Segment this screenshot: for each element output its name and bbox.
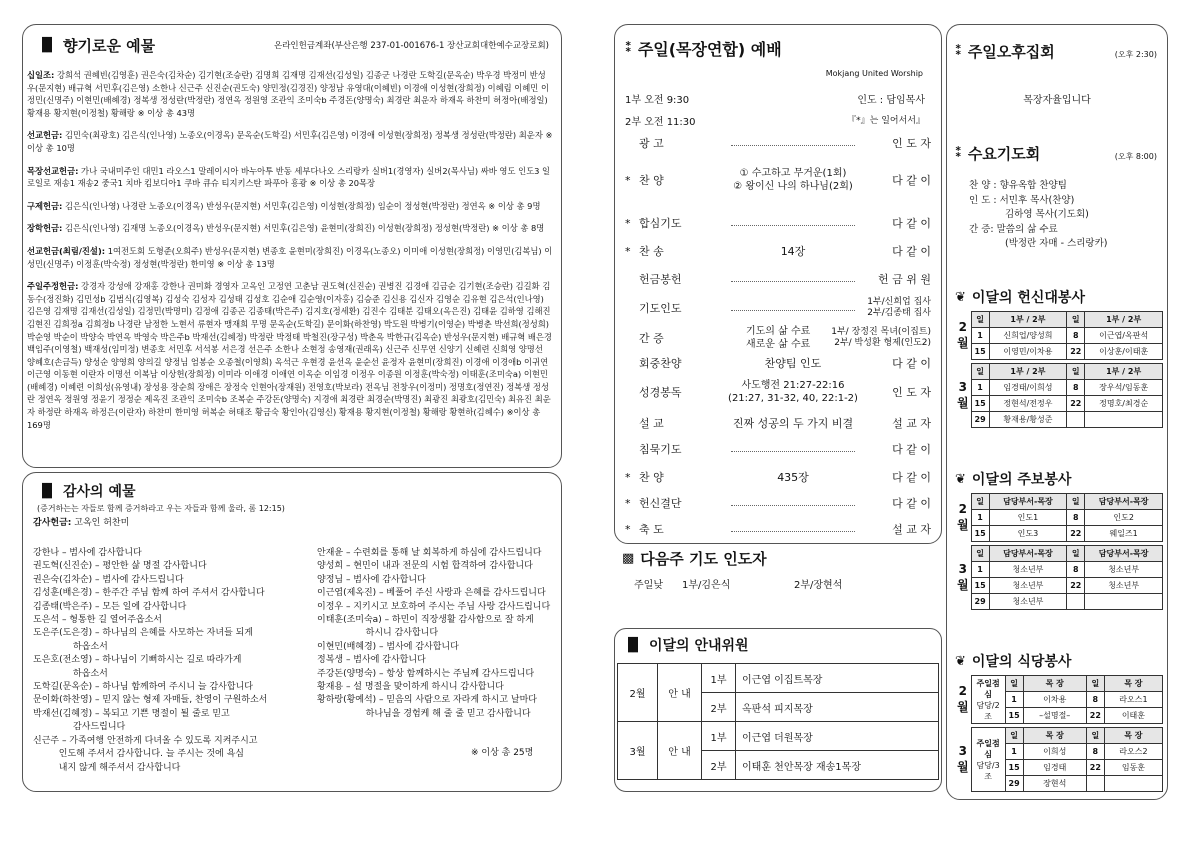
offering-section-label: 목장선교헌금: xyxy=(27,165,79,176)
offering-section xyxy=(25,200,553,213)
table-head-row xyxy=(955,494,1163,510)
worship-item-name: 기도인도 xyxy=(639,302,682,315)
thanks-label-names: 고옥인 허찬미 xyxy=(74,518,130,528)
table-cell: 장현석 xyxy=(1023,776,1086,792)
table-header-cell: 담당부서-목장 xyxy=(989,546,1067,562)
usher-names: 이태훈 천안목장 재송1목장 xyxy=(736,751,939,780)
thanks-label: 감사헌금: xyxy=(33,518,72,528)
next-prayer-title: 다음주 기도 인도자 xyxy=(640,550,767,568)
kitchen-title: 이달의 식당봉사 xyxy=(971,654,1072,670)
leader-dots xyxy=(731,446,855,452)
worship-item xyxy=(625,521,931,537)
worship-item-detail: 진짜 성공의 두 가지 비결 xyxy=(732,416,854,430)
table-row xyxy=(955,396,1163,412)
offering-section-names: 김은식(인나영) 나경란 노종오(이경옥) 반성우(문지현) 서민후(김은영) 이성현(장희정) 임순이 정성현(박정란) 정연옥 ※ 이상 총 9명 xyxy=(62,200,541,211)
table-cell: 이차용 xyxy=(1023,692,1086,708)
next-prayer-first: 1부/김은식 xyxy=(682,580,731,591)
dots-bullet-icon: ⁑ xyxy=(955,44,962,59)
worship-item-name: 찬 송 xyxy=(639,245,664,258)
worship-item-name: 찬 양 xyxy=(639,174,664,187)
worship-item-star: * xyxy=(625,470,631,484)
wednesday-heading xyxy=(955,143,1040,164)
worship-item-leader: 1부/신희업 집사 2부/김종태 집사 xyxy=(867,297,931,318)
dedication-title: 이달의 헌신대봉사 xyxy=(971,290,1085,306)
table-cell: 15 xyxy=(971,396,989,412)
worship-item-detail: 찬양팀 인도 xyxy=(764,356,822,370)
offering-sections xyxy=(25,69,553,441)
worship-time2: 2부 오전 11:30 xyxy=(625,117,696,128)
meal-label-cell xyxy=(971,676,1005,724)
usher-month: 3월 xyxy=(618,722,658,780)
month-cell: 3월 xyxy=(957,562,969,592)
worship-item xyxy=(625,167,931,193)
table-header-cell: 일 xyxy=(1086,728,1104,744)
table-cell: 웨일즈1 xyxy=(1085,526,1163,542)
thanks-total: ※ 이상 총 25명 xyxy=(471,748,534,758)
table-cell: 라오스2 xyxy=(1104,744,1162,760)
usher-role: 안 내 xyxy=(658,722,702,780)
worship-item-leader: 다 같 이 xyxy=(892,245,931,258)
kitchen-heading xyxy=(955,651,1071,671)
leader-dots xyxy=(731,500,855,506)
offering-title: 향기로운 예물 xyxy=(63,37,156,55)
kitchen-table xyxy=(955,675,1163,796)
usher-service: 2부 xyxy=(702,693,736,722)
thanks-heading xyxy=(37,481,136,501)
offering-section-label: 선교헌금: xyxy=(27,130,63,141)
table-head-row xyxy=(955,546,1163,562)
table-cell xyxy=(1104,776,1162,792)
table-header-cell: 목 장 xyxy=(1023,728,1086,744)
worship-item xyxy=(625,495,931,511)
usher-row xyxy=(618,664,939,693)
spacer-row xyxy=(955,428,1163,432)
dedication-heading xyxy=(955,287,1085,307)
table-cell xyxy=(1085,594,1163,610)
worship-title: 주일(목장연합) 예배 xyxy=(637,40,782,59)
table-cell: 청소년부 xyxy=(989,562,1067,578)
next-prayer-second: 2부/장현석 xyxy=(794,580,843,591)
table-cell: 22 xyxy=(1086,708,1104,724)
spacer-cell xyxy=(955,610,1163,614)
worship-item-name: 헌신결단 xyxy=(639,497,682,510)
table-cell: 인도3 xyxy=(989,526,1067,542)
worship-item-name: 간 증 xyxy=(639,332,664,345)
month-cell: 2월 xyxy=(957,320,969,350)
meal-label: 주일점심 xyxy=(976,738,1000,759)
table-cell: 임경태 xyxy=(1023,760,1086,776)
bulletin-title: 이달의 주보봉사 xyxy=(971,472,1072,488)
worship-item xyxy=(625,325,931,351)
worship-item-detail: 기도의 삶 수료 새로운 삶 수료 xyxy=(745,326,811,350)
offering-section-label: 주일주정헌금: xyxy=(27,281,79,292)
table-cell: 22 xyxy=(1067,578,1085,594)
table-cell: 15 xyxy=(971,344,989,360)
ushers-title: 이달의 안내위원 xyxy=(649,638,749,654)
worship-note: 『*』는 일어서서』 xyxy=(847,116,925,126)
table-header-cell: 목 장 xyxy=(1104,676,1162,692)
table-cell: 15 xyxy=(971,578,989,594)
table-cell: 정현석/전정우 xyxy=(989,396,1067,412)
table-header-cell: 담당부서-목장 xyxy=(1085,494,1163,510)
offering-section-label: 십일조: xyxy=(27,70,55,80)
offering-section-names: 1여전도회 도형준(오희주) 반성우(문지현) 변종호 윤현미(장희진) 이경옥(노종오) 이미애 이성현(장희정) 이영민(김복님) 이성민(신명주) 이정훈(박숙정) 정성현(박정란) 한미영 ※ 이상 총 13명 xyxy=(27,245,553,269)
worship-item-star: * xyxy=(625,216,631,230)
table-row xyxy=(955,578,1163,594)
table-row xyxy=(955,510,1163,526)
worship-item-name: 찬 양 xyxy=(639,471,664,484)
worship-item-name: 헌금봉헌 xyxy=(639,273,682,286)
table-cell: 임경태/이희성 xyxy=(989,380,1067,396)
table-cell: 라오스1 xyxy=(1104,692,1162,708)
usher-month: 2월 xyxy=(618,664,658,722)
offering-section xyxy=(25,280,553,431)
table-header-cell: 일 xyxy=(1005,676,1023,692)
worship-item xyxy=(625,243,931,259)
table-cell xyxy=(1086,776,1104,792)
offering-section-names: 김은식(인나영) 김재명 노종오(이경옥) 반성우(문지현) 서민후(김은영) 윤현미(장희진) 이성현(장희정) 정성현(박정란) ※ 이상 총 8명 xyxy=(62,223,545,234)
table-cell: 8 xyxy=(1067,510,1085,526)
table-cell: 8 xyxy=(1067,328,1085,344)
offering-section-label: 선교헌금(최림/진설): xyxy=(27,245,106,256)
table-cell: 22 xyxy=(1067,526,1085,542)
worship-item-name: 축 도 xyxy=(639,523,664,536)
table-cell: 15 xyxy=(971,526,989,542)
table-header-cell: 일 xyxy=(1005,728,1023,744)
offering-account: 온라인헌금계좌(부산은행 237-01-001676-1 장산교회대한예수교장로회) xyxy=(274,41,549,51)
usher-row xyxy=(618,722,939,751)
worship-item-star: * xyxy=(625,244,631,258)
table-cell: 인도1 xyxy=(989,510,1067,526)
table-header-cell: 일 xyxy=(1086,676,1104,692)
table-cell: 29 xyxy=(971,412,989,428)
table-header-cell: 일 xyxy=(971,546,989,562)
meal-label-cell xyxy=(971,728,1005,792)
table-header-cell: 1부 / 2부 xyxy=(989,312,1067,328)
month-cell: 2월 xyxy=(957,684,969,714)
ushers-panel xyxy=(614,628,942,792)
leader-dots xyxy=(731,140,855,146)
table-cell xyxy=(1067,412,1085,428)
offering-section-names: 강희석 권혜빈(김영훈) 권은숙(김차순) 김기현(조승란) 김명희 김재명 김재선(김성일) 김종군 나경란 도학길(문옥순) 박우경 박정미 반성우(문지현) 배규혁 서민후(김은영) 소한나 신근주 신진순(권도숙) 양민정(김경진) 양정남 유영대(이혜빈) 이경애 이성현(장희정) 이혜림 이혜민 이정민(신명주) 이현민(배혜경) 정복생 정성란(박정란) 정연옥 정원영 조관익 조미숙b 주경돈(양명숙) 최경란 최운자 하재옥 하찬미 허정아(배정일) 황재용 황지현(이정철) 황해랑 ※ 이상 총 43명 xyxy=(27,70,549,118)
worship-item-name: 합심기도 xyxy=(639,217,682,230)
offering-section xyxy=(25,69,553,119)
worship-item-leader: 설 교 자 xyxy=(892,523,931,536)
offering-section xyxy=(25,165,553,190)
table-header-cell: 1부 / 2부 xyxy=(1085,312,1163,328)
table-row xyxy=(955,562,1163,578)
leader-dots xyxy=(731,305,855,311)
table-cell: 1 xyxy=(971,562,989,578)
afternoon-heading xyxy=(955,41,1055,62)
worship-item xyxy=(625,469,931,485)
worship-item-leader: 다 같 이 xyxy=(892,357,931,370)
worship-panel xyxy=(614,24,942,544)
worship-item-leader: 1부/ 장정진 목녀(이집트) 2부/ 박성환 형제(인도2) xyxy=(831,327,931,348)
wednesday-title: 수요기도회 xyxy=(967,145,1041,163)
worship-leader-label: 인도 : 담임목사 xyxy=(857,95,925,106)
bulletin-table xyxy=(955,493,1163,614)
worship-item-star: * xyxy=(625,522,631,536)
table-cell: 1 xyxy=(971,328,989,344)
table-cell: 1 xyxy=(1005,744,1023,760)
dots-bullet-icon: ⁑ xyxy=(625,41,632,56)
stripe-bullet-icon: ▐▌ xyxy=(37,38,57,53)
table-cell: 인도2 xyxy=(1085,510,1163,526)
table-cell: 청소년부 xyxy=(1085,562,1163,578)
dedication-table xyxy=(955,311,1163,432)
thanks-verse: (증거하는는 자들로 함께 증거하라고 우는 자들과 함께 울라, 롬 12:15) xyxy=(37,504,285,513)
worship-item-detail: 사도행전 21:27-22:16 (21:27, 31-32, 40, 22:1-2) xyxy=(728,380,858,404)
afternoon-title: 주일오후집회 xyxy=(967,43,1055,61)
thanks-panel xyxy=(22,472,562,792)
worship-item xyxy=(625,379,931,405)
table-header-cell: 일 xyxy=(1067,364,1085,380)
leader-dots xyxy=(731,220,855,226)
offering-panel xyxy=(22,24,562,468)
worship-item-detail: 435장 xyxy=(777,470,809,484)
worship-item xyxy=(625,135,931,151)
ushers-table xyxy=(617,663,939,780)
worship-heading xyxy=(625,37,782,60)
table-cell xyxy=(1085,412,1163,428)
table-cell: 8 xyxy=(1067,562,1085,578)
next-prayer-label: 주일낮 xyxy=(634,580,663,591)
spacer-row xyxy=(955,792,1163,796)
table-cell: 장우석/임동훈 xyxy=(1085,380,1163,396)
table-head-row xyxy=(955,728,1163,744)
leaf-bullet-icon: ❦ xyxy=(955,653,966,669)
table-cell: 청소년부 xyxy=(989,578,1067,594)
table-header-cell: 일 xyxy=(971,364,989,380)
next-prayer-heading xyxy=(622,548,767,569)
worship-item-leader: 다 같 이 xyxy=(892,217,931,230)
worship-item-leader: 설 교 자 xyxy=(892,417,931,430)
leaf-bullet-icon: ❦ xyxy=(955,471,966,487)
offering-section-names: 강경자 강성애 강재홍 강한나 권미화 경영자 고옥인 고정연 고춘남 권도혁(신진순) 권병진 김경애 김금순 김기현(조승란) 김길화 김동수(정진화) 김민성b 김범식(김영복) 김성숙 김성자 김성태 김성호 김순애 김순영(이자홍) 김승준 김신용 김신자 김영순 김유현 김은석(인나영) 김은영 김재명 김재선(김성일) 김정민(박명미) 김정애 김종곤 김종태(박은주) 김지호(정세환) 김진수 김태분 김태오(옥은진) 김태윤 김하영 김해진 김현진 김희정a 김희정b 나경란 남정한 노현서 류현자 맹재희 무명 문옥순(도학길) 문이화(하찬영) 박도원 박병기(이영순) 박병춘 박선희(정성희) 박순영 박순이 박양숙 박연옥 박영숙 박은주b 박재선(김혜정) 박정란 박정태 박철진(장구성) 박춘옥 박한규(김옥순) 반성우(문지현) 배규혁 배은경 백임주(이영철) 백재성(임미정) 변종호 서민후 서석봉 서은경 선은주 소한나 소현정 송영재(권래옥) 신근주 신무연 신양기 신혜련 신희영 양명선 양혜호(손금득) 양성순 양영희 양의길 양정님 엄봉순 오종철(이영희) 옥석근 우현경 윤선옥 윤순선 윤정자 윤현미(장희진) 이경애 이경애b 이귀연 이근영 이동현 이란자 이명선 이복남 이상헌(장희정) 이미라 이애경 이애연 이옥순 이임경 이정우 이종원 이정훈(박숙정) 이태훈(조미숙a) 이현민(배혜경) 이혜련 이희성(유영내) 장성용 장순희 장애은 장정숙 인현아(장재원) 전영호(박보라) 전옥님 전창우(이정미) 정명호(정연진) 정복생 정성란 정연옥 정원영 정윤기 정정순 제옥진 조관익 조미숙b 조복순 주강돈(양명숙) 지경애 최경란 최경순(박명진) 최광진 최광호(김민숙) 최유진 최운자 하정란 하재옥 하정은(이란자) 하찬미 한미영 허복순 허태조 황금숙 황인아(김영신) 황재용 황지현(이정철) 황해랑 황현하(김혜수) ※이상 총 169명 xyxy=(27,281,552,430)
table-header-cell: 일 xyxy=(1067,546,1085,562)
offering-section-label: 구제헌금: xyxy=(27,200,63,211)
worship-item-leader: 다 같 이 xyxy=(892,443,931,456)
worship-item xyxy=(625,441,931,457)
table-cell: 15 xyxy=(1005,760,1023,776)
worship-item-leader: 인 도 자 xyxy=(892,137,931,150)
table-cell: 이상훈/이태훈 xyxy=(1085,344,1163,360)
month-cell: 2월 xyxy=(957,502,969,532)
offering-section xyxy=(25,129,553,154)
afternoon-time: (오후 2:30) xyxy=(1114,50,1157,59)
leaf-bullet-icon: ❦ xyxy=(955,289,966,305)
table-cell: 이근엽/옥판석 xyxy=(1085,328,1163,344)
meal-label: 주일점심 xyxy=(976,678,1000,699)
wednesday-lines xyxy=(969,179,1108,252)
table-cell: 이태훈 xyxy=(1104,708,1162,724)
worship-item-name: 회중찬양 xyxy=(639,357,682,370)
table-cell: 1 xyxy=(971,510,989,526)
table-header-cell: 1부 / 2부 xyxy=(1085,364,1163,380)
spacer-row xyxy=(955,610,1163,614)
worship-item xyxy=(625,271,931,287)
usher-names: 이근엽 더원목장 xyxy=(736,722,939,751)
worship-item-name: 광 고 xyxy=(639,137,664,150)
worship-item-leader: 인 도 자 xyxy=(892,386,931,399)
table-head-row xyxy=(955,364,1163,380)
ushers-heading xyxy=(623,635,749,655)
table-header-cell: 담당부서-목장 xyxy=(989,494,1067,510)
thanks-right-list: 안재윤 – 수련회를 통해 날 회복하게 하심에 감사드립니다 양성희 – 현민이 내과 전문의 시험 합격하여 감사합니다 양정님 – 범사에 감사합니다 이근엽(제옥진) – 베풀어 주신 사랑과 은혜를 감사드립니다 이정우 – 지키시고 보호하여 주시는 주님 사랑 감사드립니다 이태훈(조미숙a) – 하민이 직장생활 감사함으로 잘 하게 하시니 감사합니다 이현민(배혜경) – 범사에 감사합니다 정복생 – 범사에 감사합니다 주강돈(양명숙) – 항상 함께하시는 주님께 감사드립니다 황재용 – 설 명절을 맞이하게 하시니 감사합니다 황하랑(황예석) – 믿음의 사람으로 자라게 하시고 날마다 하나님을 경험케 해 줄 줄 믿고 감사합니다 xyxy=(317,548,551,719)
offering-section-names: 김민숙(최광호) 김은식(인나영) 노종오(이경옥) 문옥순(도학길) 서민후(김은영) 이경애 이성현(장희정) 정복생 정성란(박정란) 최운자 ※ 이상 총 10명 xyxy=(27,130,553,153)
worship-item-leader: 다 같 이 xyxy=(892,497,931,510)
usher-role: 안 내 xyxy=(658,664,702,722)
wednesday-line: 찬 양 : 향유옥합 찬양팀 xyxy=(969,180,1067,191)
worship-item-name: 설 교 xyxy=(639,417,664,430)
table-header-cell: 일 xyxy=(971,494,989,510)
table-cell: 1 xyxy=(1005,692,1023,708)
leader-dots xyxy=(731,276,855,282)
checker-bullet-icon: ▩ xyxy=(622,551,635,566)
table-row xyxy=(955,594,1163,610)
month-cell: 3월 xyxy=(957,380,969,410)
thanks-left-list: 강한나 – 범사에 감사합니다 권도혁(신진순) – 평안한 삶 명절 감사합니다 권은숙(김차순) – 범사에 감사드립니다 김성훈(배은경) – 한주간 주님 함께 하여 주셔서 감사합니다 김종태(박은주) – 모든 일에 감사합니다 도은석 – 형통한 길 열어주옵소서 도은주(도은경) – 하나님의 은혜를 사모하는 자녀들 되게 하옵소서 도은호(전소영) – 하나님이 기뻐하시는 길로 따라가게 하옵소서 도학길(문옥순) – 하나님 함께하여 주시니 늘 감사합니다 문이화(하찬영) – 믿지 않는 형제 자매들, 찬영이 구원하소서 박재선(김혜정) – 복되고 기쁜 명절이 될 줄로 믿고 감사드립니다 신근주 – 가족여행 안전하게 다녀올 수 있도록 지켜주시고 인도해 주셔서 감사합니다. 늘 주시는 것에 욕심 내지 않게 해주셔서 감사합니다 xyxy=(33,548,268,773)
month-cell: 3월 xyxy=(957,744,969,774)
table-cell: 황재용/황성준 xyxy=(989,412,1067,428)
leader-dots xyxy=(731,526,855,532)
table-cell: 청소년부 xyxy=(989,594,1067,610)
table-header-cell: 목 장 xyxy=(1104,728,1162,744)
worship-item-leader: 헌 금 위 원 xyxy=(878,273,931,286)
table-cell: 15 xyxy=(1005,708,1023,724)
worship-item-name: 성경봉독 xyxy=(639,386,682,399)
table-cell: 8 xyxy=(1067,380,1085,396)
table-header-cell: 일 xyxy=(1067,312,1085,328)
wednesday-line: 인 도 : 서민후 목사(찬양) xyxy=(969,194,1075,206)
usher-service: 1부 xyxy=(702,664,736,693)
worship-time1: 1부 오전 9:30 xyxy=(625,95,690,106)
stripe-bullet-icon: ▐▌ xyxy=(623,637,643,653)
table-cell: 8 xyxy=(1086,692,1104,708)
worship-item-detail: 14장 xyxy=(780,244,806,258)
wednesday-line: (박정란 자매 - 스리랑카) xyxy=(1005,238,1108,249)
table-cell: 정명호/최경순 xyxy=(1085,396,1163,412)
table-cell: 이영민/이차용 xyxy=(989,344,1067,360)
dots-bullet-icon: ⁑ xyxy=(955,146,962,161)
meal-sub: 담당/2조 xyxy=(976,700,1000,721)
worship-subtitle: Mokjang United Worship xyxy=(825,69,923,78)
right-panel xyxy=(946,24,1168,800)
meal-sub: 담당/3조 xyxy=(976,760,1000,781)
bulletin-heading xyxy=(955,469,1071,489)
table-row xyxy=(955,328,1163,344)
table-row xyxy=(955,412,1163,428)
table-cell: 22 xyxy=(1086,760,1104,776)
spacer-cell xyxy=(955,792,1163,796)
worship-item xyxy=(625,355,931,371)
offering-section-label: 장학헌금: xyxy=(27,223,63,234)
table-cell xyxy=(1067,594,1085,610)
table-cell: 임동훈 xyxy=(1104,760,1162,776)
worship-item-leader: 다 같 이 xyxy=(892,471,931,484)
worship-item xyxy=(625,215,931,231)
table-header-cell: 담당부서-목장 xyxy=(1085,546,1163,562)
thanks-label-line xyxy=(33,515,129,528)
table-header-cell: 일 xyxy=(1067,494,1085,510)
stripe-bullet-icon: ▐▌ xyxy=(37,483,57,499)
table-header-cell: 1부 / 2부 xyxy=(989,364,1067,380)
worship-item-name: 침묵기도 xyxy=(639,443,682,456)
table-cell: 신희업/양성희 xyxy=(989,328,1067,344)
usher-names: 옥판석 피지목장 xyxy=(736,693,939,722)
table-cell: 29 xyxy=(1005,776,1023,792)
table-cell: 이희성 xyxy=(1023,744,1086,760)
offering-section xyxy=(25,245,553,270)
next-prayer-section xyxy=(614,544,942,624)
table-head-row xyxy=(955,312,1163,328)
worship-item-star: * xyxy=(625,173,631,187)
table-row xyxy=(955,344,1163,360)
worship-item xyxy=(625,297,931,319)
offering-section xyxy=(25,222,553,235)
table-row xyxy=(955,526,1163,542)
table-cell: –설명절– xyxy=(1023,708,1086,724)
table-header-cell: 일 xyxy=(971,312,989,328)
wednesday-line: 김하영 목사(기도회) xyxy=(1005,209,1089,220)
offering-heading xyxy=(37,35,155,56)
table-cell: 1 xyxy=(971,380,989,396)
table-row xyxy=(955,380,1163,396)
table-header-cell: 목 장 xyxy=(1023,676,1086,692)
usher-service: 2부 xyxy=(702,751,736,780)
wednesday-time: (오후 8:00) xyxy=(1114,152,1157,161)
usher-names: 이근엽 이집트목장 xyxy=(736,664,939,693)
worship-item-detail: ① 수고하고 무거운(1회) ② 왕이신 나의 하나님(2회) xyxy=(733,168,853,192)
afternoon-text: 목장자율입니다 xyxy=(1023,95,1091,106)
thanks-title: 감사의 예물 xyxy=(63,484,136,500)
spacer-cell xyxy=(955,428,1163,432)
table-cell: 22 xyxy=(1067,344,1085,360)
table-head-row xyxy=(955,676,1163,692)
table-cell: 22 xyxy=(1067,396,1085,412)
offering-section-names: 가나 국내미주인 대민1 라오스1 말레이시아 바누아투 반동 세부다나오 스리랑카 실버1(경영자) 실버2(목사님) 싸바 영도 인도3 일로일로 재송1 재송2 중국1 치바 킴보디아1 쿠바 큐슈 티지키스탄 파푸아 흥광 ※ 이상 총 20목장 xyxy=(27,165,551,189)
worship-item-leader: 다 같 이 xyxy=(892,174,931,187)
usher-service: 1부 xyxy=(702,722,736,751)
worship-item xyxy=(625,415,931,431)
worship-item-star: * xyxy=(625,496,631,510)
table-cell: 29 xyxy=(971,594,989,610)
wednesday-line: 간 증: 말씀의 삶 수료 xyxy=(969,223,1058,235)
table-cell: 8 xyxy=(1086,744,1104,760)
table-cell: 청소년부 xyxy=(1085,578,1163,594)
